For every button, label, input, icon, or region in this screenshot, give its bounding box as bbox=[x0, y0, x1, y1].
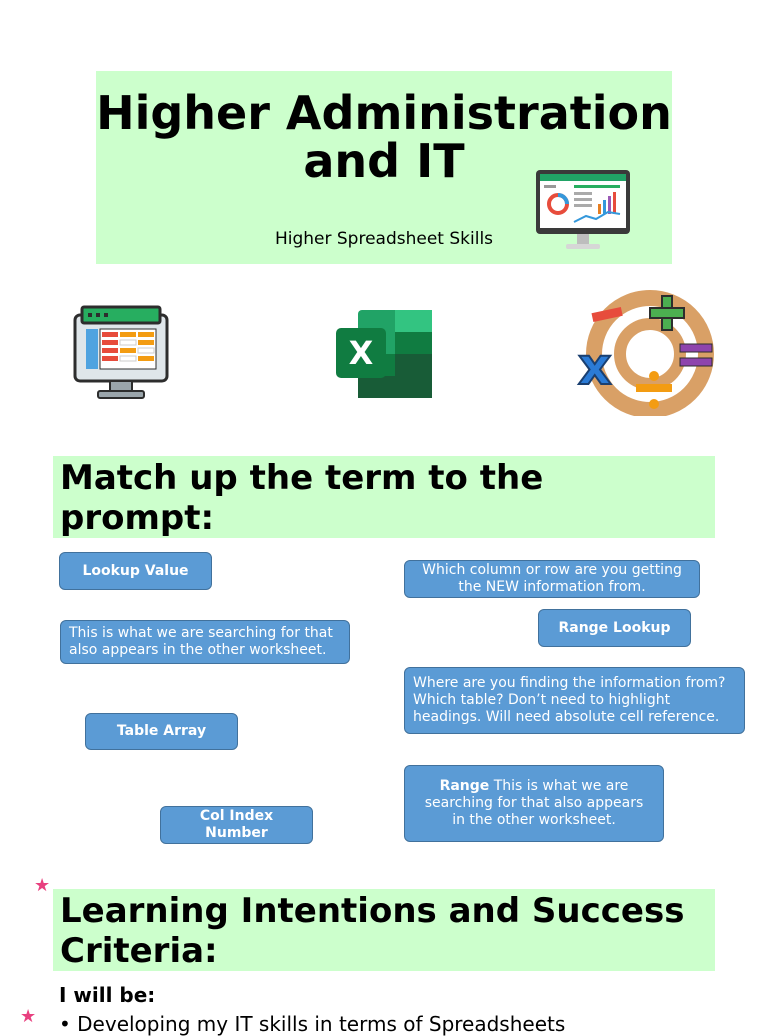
bullet-dot: • bbox=[59, 1012, 78, 1036]
star-icon: ★ bbox=[20, 1006, 37, 1027]
term-table-array[interactable]: Table Array bbox=[85, 713, 238, 750]
svg-text:x: x bbox=[578, 337, 612, 397]
term-col-index-number[interactable]: Col Index Number bbox=[160, 806, 313, 844]
term-lookup-value[interactable]: Lookup Value bbox=[59, 552, 212, 590]
prompt-range-text: This is what we are searching for that also appears in the other worksheet. bbox=[424, 778, 644, 828]
prompt-column-or-row[interactable]: Which column or row are you getting the NEW information from. bbox=[404, 560, 700, 598]
prompt-range-bold: Range bbox=[439, 778, 490, 794]
dashboard-monitor-icon bbox=[534, 168, 632, 252]
page-title: Higher Administration and IT bbox=[96, 86, 672, 188]
page-subtitle: Higher Spreadsheet Skills bbox=[274, 229, 494, 249]
bullet-text: Developing my IT skills in terms of Spreadsheets bbox=[77, 1012, 566, 1036]
svg-text:X: X bbox=[348, 334, 374, 372]
i-will-be-label: I will be: bbox=[59, 983, 156, 1007]
matchup-heading: Match up the term to the prompt: bbox=[53, 456, 715, 538]
bullet-item bbox=[59, 1012, 565, 1036]
prompt-table-array[interactable]: Where are you finding the information from? Which table? Don’t need to highlight headings. Will need absolute cell reference. bbox=[404, 667, 745, 734]
star-icon: ★ bbox=[34, 875, 51, 896]
spreadsheet-monitor-icon bbox=[72, 305, 170, 403]
term-range-lookup[interactable]: Range Lookup bbox=[538, 609, 691, 647]
learning-heading: Learning Intentions and Success Criteria: bbox=[53, 889, 715, 971]
prompt-range[interactable] bbox=[404, 765, 664, 842]
excel-logo-icon bbox=[334, 308, 434, 400]
prompt-searching-for[interactable]: This is what we are searching for that also appears in the other worksheet. bbox=[60, 620, 350, 664]
maths-symbols-icon bbox=[570, 288, 722, 416]
